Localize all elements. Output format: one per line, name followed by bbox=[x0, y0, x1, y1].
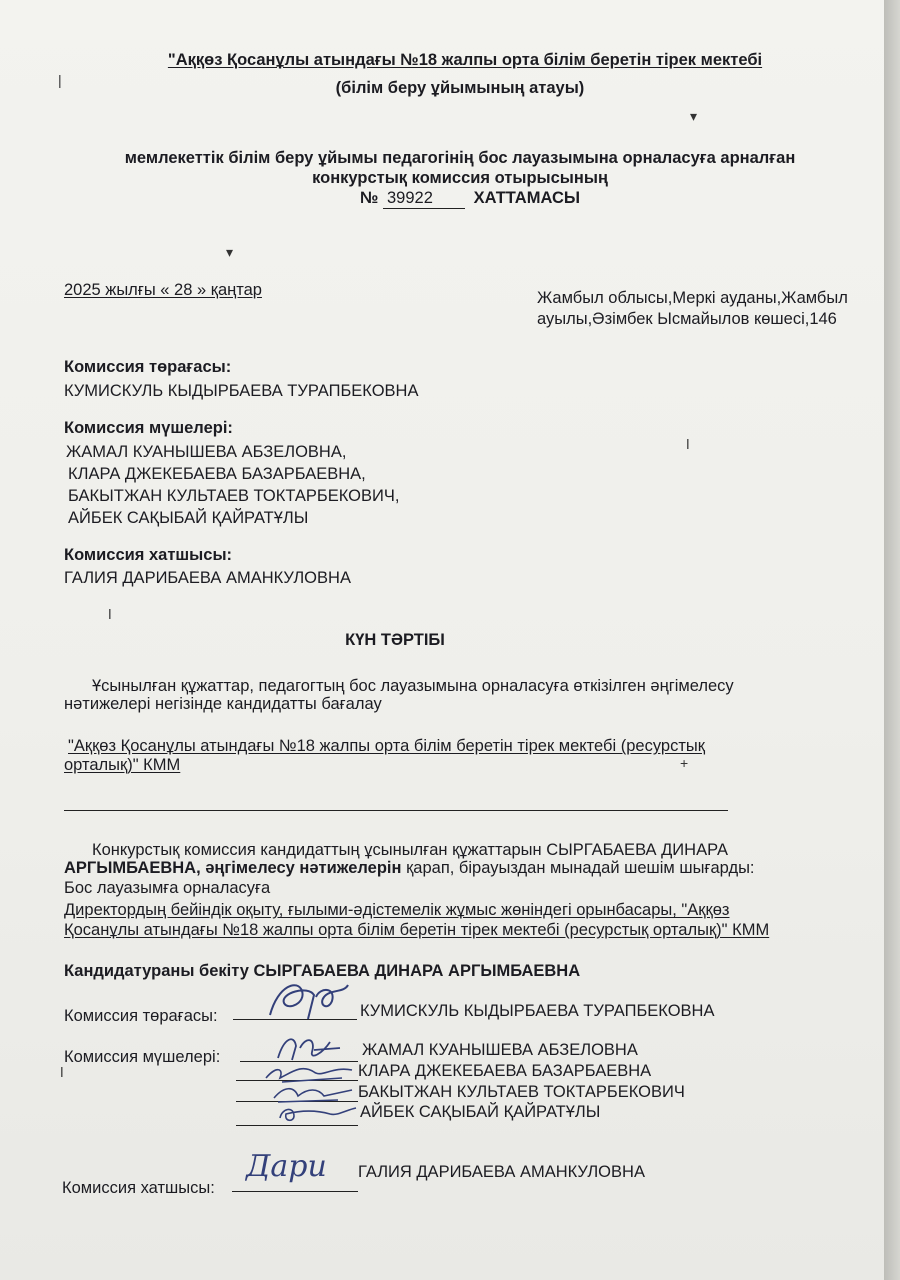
protocol-word: ХАТТАМАСЫ bbox=[473, 189, 581, 207]
decision-line2 bbox=[64, 858, 755, 878]
school-name: "Аққөз Қосанұлы атындағы №18 жалпы орта білім беретін тірек мектебі bbox=[167, 51, 763, 69]
sig-chair-name: КУМИСКУЛЬ КЫДЫРБАЕВА ТУРАПБЕКОВНА bbox=[360, 1002, 715, 1020]
member-4: АЙБЕК САҚЫБАЙ ҚАЙРАТҰЛЫ bbox=[68, 509, 309, 527]
agenda-line2: нәтижелері негізінде кандидатты бағалау bbox=[64, 695, 382, 713]
scan-mark: ▾ bbox=[690, 108, 698, 124]
members-heading: Комиссия мүшелері: bbox=[64, 419, 233, 437]
sig-secretary-line bbox=[232, 1191, 358, 1192]
secretary-name: ГАЛИЯ ДАРИБАЕВА АМАНКУЛОВНА bbox=[64, 569, 351, 587]
agenda-line1: Ұсынылған құжаттар, педагогтың бос лауазымына орналасуға өткізілген әңгімелесу bbox=[92, 677, 734, 695]
approve-candidate: Кандидатураны бекіту СЫРГАБАЕВА ДИНАРА АРГЫМБАЕВНА bbox=[64, 962, 581, 980]
decision-position-line1: Директордың бейіндік оқыту, ғылыми-әдістемелік жұмыс жөніндегі орынбасары, "Аққөз bbox=[64, 901, 730, 919]
address-line1: Жамбыл облысы,Меркі ауданы,Жамбыл bbox=[537, 289, 848, 307]
address-line2: ауылы,Әзімбек Ысмайылов көшесі,146 bbox=[537, 310, 837, 328]
scan-mark: + bbox=[680, 755, 689, 771]
sig-member-name-2: КЛАРА ДЖЕКЕБАЕВА БАЗАРБАЕВНА bbox=[358, 1062, 652, 1080]
number-prefix: № bbox=[360, 189, 379, 207]
protocol-date: 2025 жылғы « 28 » қаңтар bbox=[64, 281, 262, 299]
scan-mark: ǀ bbox=[108, 606, 112, 622]
agenda-org-line2: орталық)" КММ bbox=[64, 756, 181, 774]
chair-heading: Комиссия төрағасы: bbox=[64, 358, 232, 376]
protocol-number: 39922 bbox=[383, 188, 465, 209]
scan-mark: ǀ bbox=[686, 436, 690, 452]
agenda-blank-line bbox=[64, 810, 728, 811]
sig-secretary-name: ГАЛИЯ ДАРИБАЕВА АМАНКУЛОВНА bbox=[358, 1163, 645, 1181]
member-4-signature bbox=[272, 1100, 362, 1126]
sig-member-name-3: БАКЫТЖАН КУЛЬТАЕВ ТОКТАРБЕКОВИЧ bbox=[358, 1083, 685, 1101]
decision-position-line2: Қосанұлы атындағы №18 жалпы орта білім беретін тірек мектебі (ресурстық орталық)" КММ bbox=[64, 921, 770, 939]
sig-secretary-label: Комиссия хатшысы: bbox=[62, 1179, 215, 1197]
sig-members-label: Комиссия мүшелері: bbox=[64, 1048, 221, 1066]
decision-line2-rest: қарап, бірауыздан мынадай шешім шығарды: bbox=[401, 859, 755, 877]
scan-mark: ▾ bbox=[226, 244, 234, 260]
member-2: КЛАРА ДЖЕКЕБАЕВА БАЗАРБАЕВНА, bbox=[68, 465, 366, 483]
scan-mark: ǀ bbox=[60, 1064, 64, 1080]
secretary-heading: Комиссия хатшысы: bbox=[64, 546, 233, 564]
member-1: ЖАМАЛ КУАНЫШЕВА АБЗЕЛОВНА, bbox=[66, 443, 347, 461]
protocol-number-line bbox=[360, 188, 580, 209]
agenda-org-line1: "Аққөз Қосанұлы атындағы №18 жалпы орта білім беретін тірек мектебі (ресурстық bbox=[68, 737, 705, 755]
protocol-title-line2: конкурстық комиссия отырысының bbox=[312, 169, 608, 187]
page-edge bbox=[884, 0, 900, 1280]
sig-member-name-1: ЖАМАЛ КУАНЫШЕВА АБЗЕЛОВНА bbox=[362, 1041, 638, 1059]
chair-signature bbox=[258, 975, 358, 1030]
agenda-heading: КҮН ТӘРТІБІ bbox=[345, 631, 445, 649]
scan-mark: | bbox=[58, 72, 62, 88]
member-3: БАКЫТЖАН КУЛЬТАЕВ ТОКТАРБЕКОВИЧ, bbox=[68, 487, 400, 505]
sig-member-name-4: АЙБЕК САҚЫБАЙ ҚАЙРАТҰЛЫ bbox=[360, 1103, 601, 1121]
chair-name: КУМИСКУЛЬ КЫДЫРБАЕВА ТУРАПБЕКОВНА bbox=[64, 382, 419, 400]
secretary-signature: Дари bbox=[246, 1149, 327, 1184]
protocol-title-line1: мемлекеттік білім беру ұйымы педагогінің бос лауазымына орналасуға арналған bbox=[124, 149, 796, 167]
sig-chair-label: Комиссия төрағасы: bbox=[64, 1007, 218, 1025]
decision-line1: Конкурстық комиссия кандидаттың ұсынылған құжаттарын СЫРГАБАЕВА ДИНАРА bbox=[92, 841, 728, 859]
school-caption: (білім беру ұйымының атауы) bbox=[335, 79, 585, 97]
decision-line2-bold: АРГЫМБАЕВНА, әңгімелесу нәтижелерін bbox=[64, 859, 402, 877]
decision-line3: Бос лауазымға орналасуға bbox=[64, 879, 271, 897]
